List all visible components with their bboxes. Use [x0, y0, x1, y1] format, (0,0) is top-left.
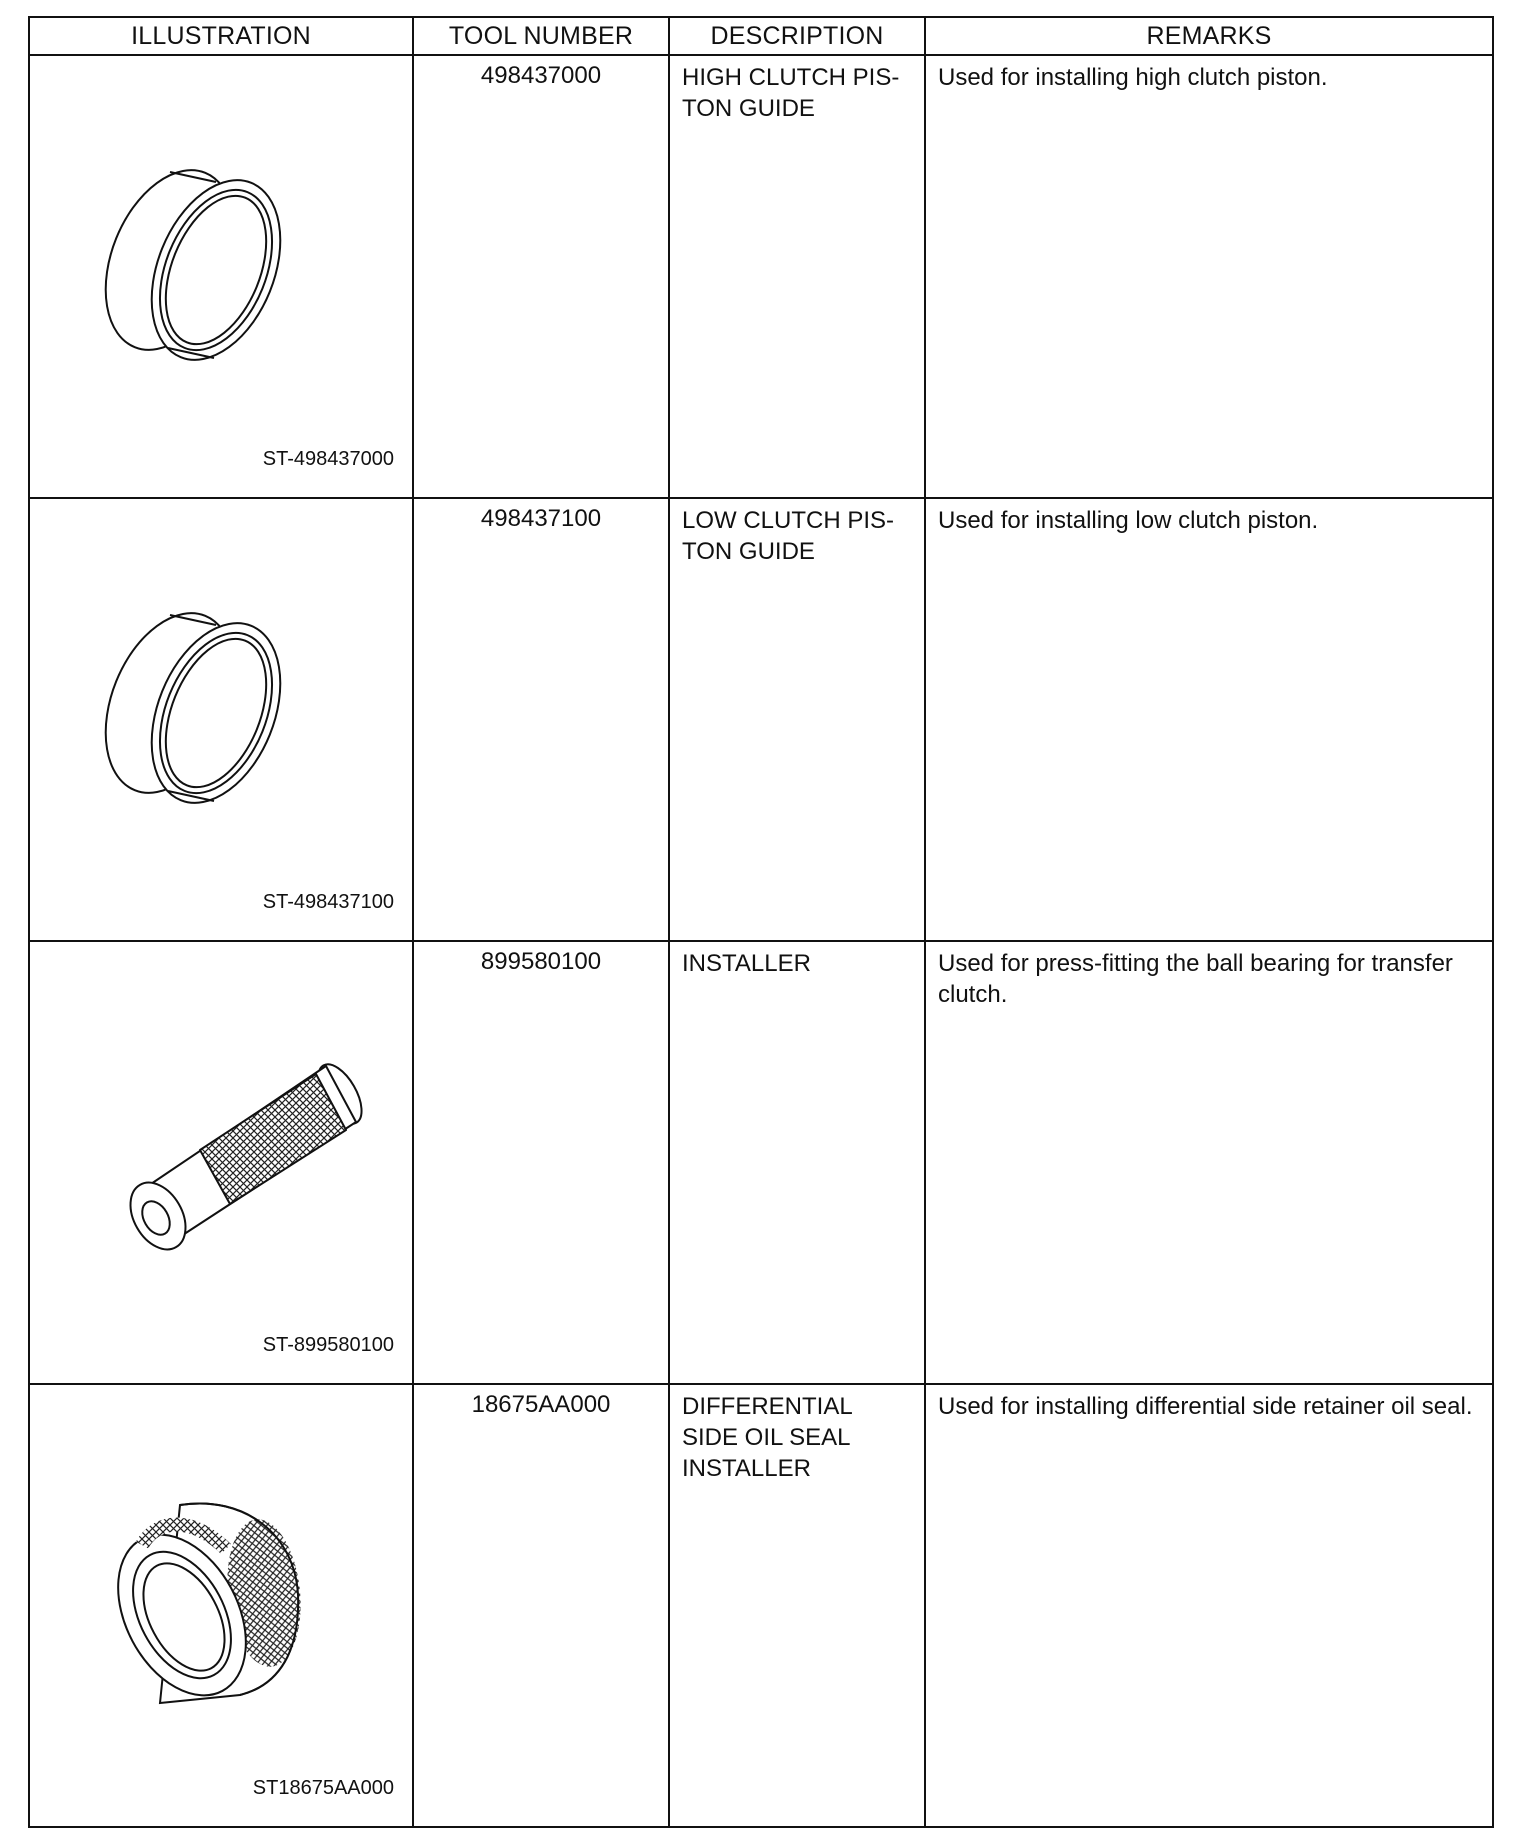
description-line: INSTALLER: [682, 1455, 811, 1482]
tool-number-cell: [413, 941, 669, 1384]
illustration-code: ST-498437000: [262, 448, 394, 470]
illustration-code: ST-899580100: [262, 1334, 394, 1356]
illustration-cell: [29, 941, 413, 1384]
description-cell: [669, 498, 925, 941]
tool-number-cell: [413, 55, 669, 498]
description-cell: [669, 1384, 925, 1827]
remarks-cell: [925, 498, 1493, 941]
description-line: SIDE OIL SEAL: [682, 1424, 851, 1451]
illustration-cell: [29, 55, 413, 498]
tool-number: 899580100: [480, 948, 602, 975]
description: [670, 942, 924, 979]
description: [670, 1385, 924, 1484]
tool-number-cell: [413, 1384, 669, 1827]
remarks: Used for press-fitting the ball bearing for transfer clutch.: [938, 950, 1453, 1008]
header-tool-number: TOOL NUMBER: [413, 17, 669, 55]
table-row: [29, 498, 1493, 941]
knurled-installer-icon: [30, 942, 414, 1383]
description-line: DIFFERENTIAL: [682, 1393, 853, 1420]
description-line: TON GUIDE: [682, 95, 815, 122]
remarks: Used for installing low clutch piston.: [938, 507, 1319, 534]
special-tools-table: [28, 16, 1494, 1828]
remarks-cell: [925, 941, 1493, 1384]
table-row: [29, 941, 1493, 1384]
remarks-cell: [925, 55, 1493, 498]
tool-number: 498437000: [480, 62, 602, 89]
tool-number: 18675AA000: [471, 1391, 611, 1418]
header-row: [29, 17, 1493, 55]
header-description: DESCRIPTION: [669, 17, 925, 55]
ring-guide-icon: [30, 499, 414, 940]
illustration-cell: [29, 1384, 413, 1827]
table-row: [29, 55, 1493, 498]
description: [670, 56, 924, 124]
remarks: Used for installing high clutch piston.: [938, 64, 1328, 91]
tool-number-cell: [413, 498, 669, 941]
header-remarks: REMARKS: [925, 17, 1493, 55]
description-line: HIGH CLUTCH PIS-: [682, 64, 900, 91]
table-row: [29, 1384, 1493, 1827]
description-line: INSTALLER: [682, 950, 811, 977]
remarks-cell: [925, 1384, 1493, 1827]
description: [670, 499, 924, 567]
description-cell: [669, 941, 925, 1384]
description-cell: [669, 55, 925, 498]
illustration-code: ST18675AA000: [252, 1777, 394, 1799]
illustration-cell: [29, 498, 413, 941]
remarks: Used for installing differential side retainer oil seal.: [938, 1393, 1473, 1420]
description-line: LOW CLUTCH PIS-: [682, 507, 895, 534]
ring-guide-icon: [30, 56, 414, 497]
header-illustration: ILLUSTRATION: [29, 17, 413, 55]
illustration-code: ST-498437100: [262, 891, 394, 913]
knurled-seal-installer-icon: [30, 1385, 414, 1826]
tool-number: 498437100: [480, 505, 602, 532]
description-line: TON GUIDE: [682, 538, 815, 565]
